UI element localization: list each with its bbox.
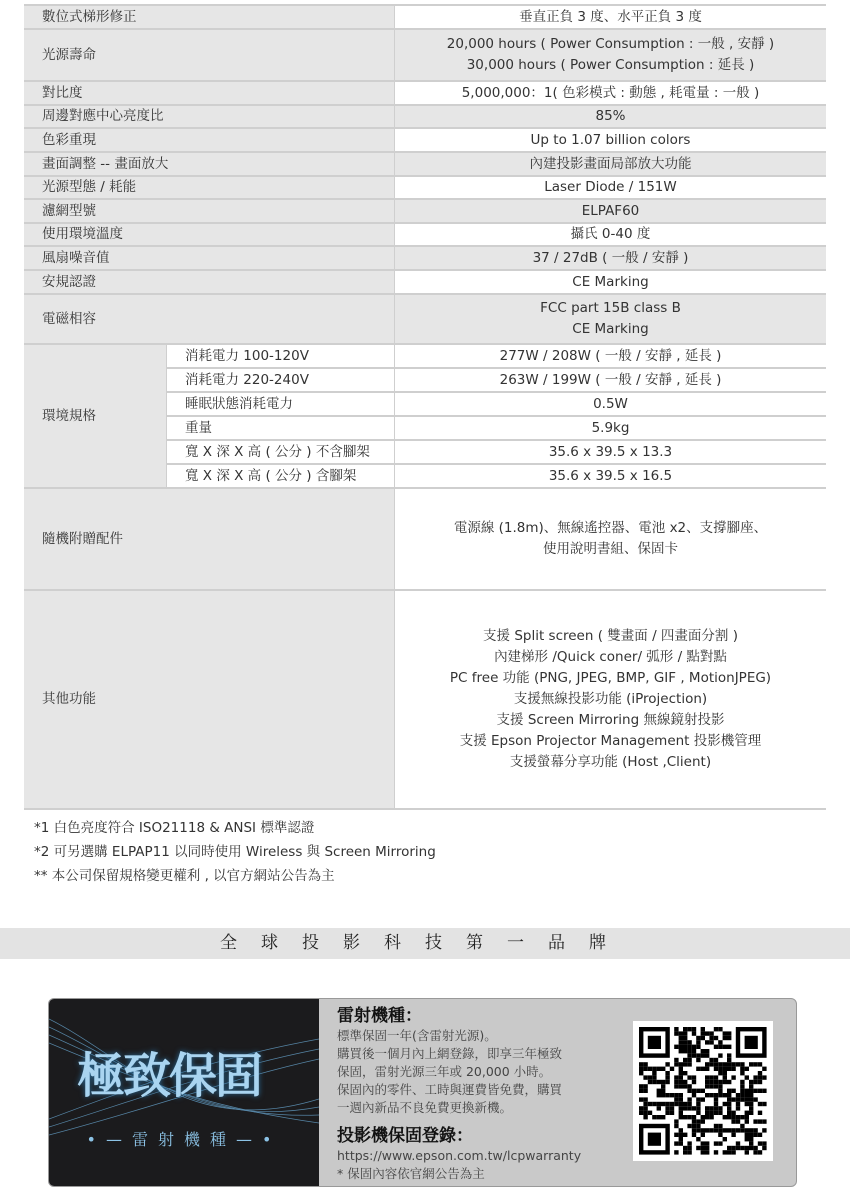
spec-value-line: 使用說明書組、保固卡 bbox=[543, 541, 678, 557]
spec-value-line: 電源線 (1.8m)、無線遙控器、電池 x2、支撐腳座、 bbox=[453, 520, 768, 536]
warranty-logo-panel bbox=[49, 999, 319, 1186]
spec-sublabel: 重量 bbox=[167, 416, 395, 440]
spec-value-line: Laser Diode / 151W bbox=[544, 179, 677, 195]
spec-row bbox=[24, 344, 826, 368]
spec-label: 光源壽命 bbox=[24, 29, 395, 81]
qr-code-image bbox=[633, 1021, 773, 1161]
spec-value-line: 支援無線投影功能 (iProjection) bbox=[513, 691, 708, 707]
spec-row bbox=[24, 152, 826, 176]
spec-value: 0.5W bbox=[395, 392, 827, 416]
spec-value bbox=[395, 152, 827, 176]
spec-row bbox=[24, 294, 826, 344]
spec-label: 畫面調整 -- 畫面放大 bbox=[24, 152, 395, 176]
spec-label: 濾網型號 bbox=[24, 199, 395, 223]
spec-label: 色彩重現 bbox=[24, 128, 395, 152]
warranty-body-line: 保固內的零件、工時與運費皆免費，購買 bbox=[337, 1082, 563, 1097]
spec-row bbox=[24, 199, 826, 223]
spec-value bbox=[395, 176, 827, 199]
spec-label: 對比度 bbox=[24, 81, 395, 105]
spec-table bbox=[24, 4, 826, 810]
spec-row bbox=[24, 128, 826, 152]
footnotes bbox=[34, 816, 436, 888]
spec-value-line: 內建梯形 /Quick coner/ 弧形 / 點對點 bbox=[494, 649, 727, 665]
footnote-3: ** 本公司保留規格變更權利 , 以官方網站公告為主 bbox=[34, 868, 335, 884]
warranty-note: * 保固內容依官網公告為主 bbox=[337, 1166, 485, 1181]
spec-row bbox=[24, 223, 826, 246]
spec-value-line: 20,000 hours ( Power Consumption : 一般 , 安靜 ) bbox=[446, 36, 775, 52]
warranty-logo-subtitle: •—雷射機種—• bbox=[86, 1130, 282, 1149]
spec-label: 周邊對應中心亮度比 bbox=[24, 105, 395, 128]
spec-value bbox=[395, 199, 827, 223]
spec-row bbox=[24, 29, 826, 81]
spec-row bbox=[24, 270, 826, 294]
spec-value-line: CE Marking bbox=[572, 321, 649, 337]
spec-value bbox=[395, 590, 827, 809]
spec-row bbox=[24, 5, 826, 29]
spec-value-line: 5,000,000：1( 色彩模式 : 動態 , 耗電量 : 一般 ) bbox=[461, 84, 760, 101]
spec-value: 5.9kg bbox=[395, 416, 827, 440]
warranty-url-link[interactable]: https://www.epson.com.tw/lcpwarranty bbox=[337, 1148, 582, 1163]
warranty-heading-laser: 雷射機種： bbox=[337, 1006, 422, 1026]
spec-label: 環境規格 bbox=[24, 344, 167, 488]
spec-label: 使用環境溫度 bbox=[24, 223, 395, 246]
spec-value-line: 攝氏 0-40 度 bbox=[570, 226, 651, 242]
spec-value bbox=[395, 81, 827, 105]
spec-value: 35.6 x 39.5 x 16.5 bbox=[395, 464, 827, 488]
spec-value-line: 內建投影畫面局部放大功能 bbox=[529, 155, 692, 172]
spec-value bbox=[395, 128, 827, 152]
spec-value-line: CE Marking bbox=[572, 273, 649, 290]
warranty-body-line: 購買後一個月內上網登錄，即享三年極致 bbox=[337, 1046, 563, 1061]
spec-label: 數位式梯形修正 bbox=[24, 5, 395, 29]
spec-row bbox=[24, 488, 826, 590]
warranty-card bbox=[48, 998, 797, 1187]
spec-value bbox=[395, 105, 827, 128]
spec-value-line: 85% bbox=[595, 108, 626, 124]
spec-value-line: ELPAF60 bbox=[581, 202, 640, 219]
spec-value bbox=[395, 246, 827, 270]
spec-sublabel: 消耗電力 100-120V bbox=[167, 344, 395, 368]
spec-value-line: 支援 Epson Projector Management 投影機管理 bbox=[459, 733, 762, 749]
spec-value bbox=[395, 29, 827, 81]
spec-sublabel: 睡眠狀態消耗電力 bbox=[167, 392, 395, 416]
spec-value-line: FCC part 15B class B bbox=[540, 300, 681, 316]
spec-value bbox=[395, 488, 827, 590]
spec-value-line: Up to 1.07 billion colors bbox=[530, 131, 691, 148]
spec-row bbox=[24, 81, 826, 105]
spec-row bbox=[24, 590, 826, 809]
warranty-body-line: 保固，雷射光源三年或 20,000 小時。 bbox=[337, 1064, 552, 1079]
slogan-banner: 全球投影科技第一品牌 bbox=[0, 928, 850, 959]
spec-sublabel: 消耗電力 220-240V bbox=[167, 368, 395, 392]
spec-value: 277W / 208W ( 一般 / 安靜 , 延長 ) bbox=[395, 344, 827, 368]
spec-value: 263W / 199W ( 一般 / 安靜 , 延長 ) bbox=[395, 368, 827, 392]
spec-value-line: 37 / 27dB ( 一般 / 安靜 ) bbox=[532, 249, 689, 266]
spec-value bbox=[395, 223, 827, 246]
spec-label: 隨機附贈配件 bbox=[24, 488, 395, 590]
warranty-info bbox=[337, 1007, 667, 1183]
spec-row bbox=[24, 105, 826, 128]
spec-sublabel: 寬 X 深 X 高 ( 公分 ) 含腳架 bbox=[167, 464, 395, 488]
spec-label: 光源型態 / 耗能 bbox=[24, 176, 395, 199]
logo-subtitle-text: 雷射機種 bbox=[131, 1130, 236, 1149]
spec-value: 35.6 x 39.5 x 13.3 bbox=[395, 440, 827, 464]
spec-value-line: 支援 Split screen ( 雙畫面 / 四畫面分割 ) bbox=[483, 628, 738, 644]
qr-code[interactable] bbox=[633, 1021, 773, 1161]
warranty-body-line: 一週內新品不良免費更換新機。 bbox=[337, 1100, 513, 1115]
spec-value-line: 垂直正負 3 度、水平正負 3 度 bbox=[519, 8, 702, 25]
spec-label: 安規認證 bbox=[24, 270, 395, 294]
warranty-heading-register: 投影機保固登錄： bbox=[337, 1126, 473, 1146]
footnote-2: *2 可另選購 ELPAP11 以同時使用 Wireless 與 Screen Mirroring bbox=[34, 844, 436, 860]
spec-value bbox=[395, 5, 827, 29]
spec-label: 其他功能 bbox=[24, 590, 395, 809]
warranty-logo-text: 極致保固 bbox=[77, 1048, 262, 1104]
spec-row bbox=[24, 176, 826, 199]
spec-value bbox=[395, 270, 827, 294]
spec-value-line: 支援螢幕分享功能 (Host ,Client) bbox=[509, 754, 712, 770]
spec-label: 電磁相容 bbox=[24, 294, 395, 344]
footnote-1: *1 白色亮度符合 ISO21118 & ANSI 標準認證 bbox=[34, 820, 315, 836]
spec-value-line: 支援 Screen Mirroring 無線鏡射投影 bbox=[496, 712, 725, 728]
spec-value-line: 30,000 hours ( Power Consumption : 延長 ) bbox=[466, 57, 755, 73]
spec-sublabel: 寬 X 深 X 高 ( 公分 ) 不含腳架 bbox=[167, 440, 395, 464]
spec-value-line: PC free 功能 (PNG, JPEG, BMP, GIF , MotionJPEG) bbox=[449, 670, 772, 686]
spec-label: 風扇噪音值 bbox=[24, 246, 395, 270]
spec-value bbox=[395, 294, 827, 344]
warranty-body-line: 標準保固一年(含雷射光源)。 bbox=[337, 1028, 497, 1043]
spec-row bbox=[24, 246, 826, 270]
